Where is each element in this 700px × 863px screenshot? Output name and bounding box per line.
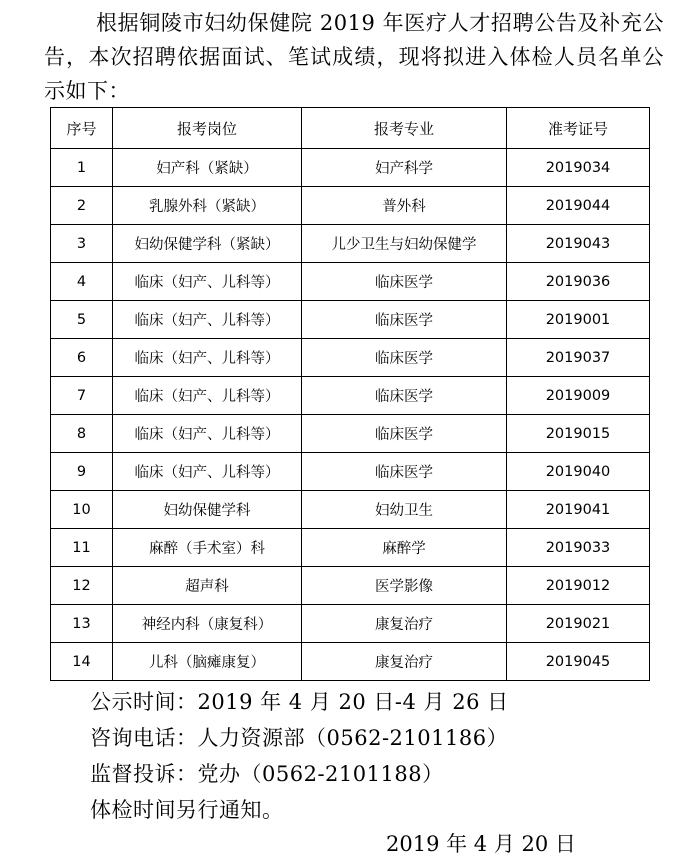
notice-period: 公示时间：2019 年 4 月 20 日-4 月 26 日 [90,690,509,714]
cell-major: 临床医学 [302,377,507,415]
cell-no: 13 [51,605,113,643]
cell-post: 乳腺外科（紧缺） [113,187,302,225]
cell-exam-id: 2019040 [507,453,650,491]
cell-no: 2 [51,187,113,225]
cell-major: 临床医学 [302,301,507,339]
cell-exam-id: 2019037 [507,339,650,377]
publish-date: 2019 年 4 月 20 日 [386,832,576,856]
cell-no: 14 [51,643,113,681]
table-row [51,567,650,605]
cell-post: 妇幼保健学科 [113,491,302,529]
cell-post: 麻醉（手术室）科 [113,529,302,567]
cell-post: 临床（妇产、儿科等） [113,301,302,339]
table-row [51,339,650,377]
candidate-table [50,107,650,681]
cell-exam-id: 2019041 [507,491,650,529]
cell-exam-id: 2019001 [507,301,650,339]
table-row [51,149,650,187]
cell-exam-id: 2019009 [507,377,650,415]
table-header-row [51,108,650,149]
header-exam-id: 准考证号 [507,108,650,149]
cell-major: 康复治疗 [302,643,507,681]
cell-exam-id: 2019034 [507,149,650,187]
header-major: 报考专业 [302,108,507,149]
header-post: 报考岗位 [113,108,302,149]
cell-post: 临床（妇产、儿科等） [113,377,302,415]
cell-major: 普外科 [302,187,507,225]
cell-exam-id: 2019015 [507,415,650,453]
cell-major: 医学影像 [302,567,507,605]
cell-post: 儿科（脑瘫康复） [113,643,302,681]
cell-post: 临床（妇产、儿科等） [113,415,302,453]
cell-no: 9 [51,453,113,491]
table-row [51,605,650,643]
table-row [51,529,650,567]
cell-no: 10 [51,491,113,529]
cell-no: 12 [51,567,113,605]
table-row [51,225,650,263]
cell-no: 7 [51,377,113,415]
table-row [51,377,650,415]
table-row [51,491,650,529]
table-row [51,301,650,339]
table-row [51,415,650,453]
cell-no: 5 [51,301,113,339]
table-row [51,453,650,491]
exam-notice: 体检时间另行通知。 [90,798,284,822]
table-row [51,187,650,225]
cell-post: 妇产科（紧缺） [113,149,302,187]
cell-post: 妇幼保健学科（紧缺） [113,225,302,263]
cell-exam-id: 2019021 [507,605,650,643]
cell-exam-id: 2019043 [507,225,650,263]
cell-no: 4 [51,263,113,301]
cell-post: 神经内科（康复科） [113,605,302,643]
cell-exam-id: 2019036 [507,263,650,301]
cell-no: 8 [51,415,113,453]
cell-post: 临床（妇产、儿科等） [113,263,302,301]
cell-major: 康复治疗 [302,605,507,643]
cell-exam-id: 2019033 [507,529,650,567]
cell-no: 1 [51,149,113,187]
cell-post: 超声科 [113,567,302,605]
cell-no: 6 [51,339,113,377]
cell-major: 临床医学 [302,453,507,491]
consult-phone: 咨询电话：人力资源部（0562-2101186） [90,726,509,750]
cell-major: 临床医学 [302,415,507,453]
header-no: 序号 [51,108,113,149]
cell-exam-id: 2019045 [507,643,650,681]
cell-post: 临床（妇产、儿科等） [113,339,302,377]
cell-no: 11 [51,529,113,567]
notes-block [90,684,509,828]
complaint-phone: 监督投诉：党办（0562-2101188） [90,762,444,786]
intro-paragraph: 根据铜陵市妇幼保健院 2019 年医疗人才招聘公告及补充公告，本次招聘依据面试、笔试成绩，现将拟进入体检人员名单公示如下： [44,11,664,103]
cell-major: 妇幼卫生 [302,491,507,529]
table-row [51,643,650,681]
cell-post: 临床（妇产、儿科等） [113,453,302,491]
cell-major: 临床医学 [302,339,507,377]
cell-major: 麻醉学 [302,529,507,567]
cell-no: 3 [51,225,113,263]
table-row [51,263,650,301]
cell-exam-id: 2019012 [507,567,650,605]
cell-major: 临床医学 [302,263,507,301]
cell-major: 儿少卫生与妇幼保健学 [302,225,507,263]
table-body [51,149,650,681]
cell-major: 妇产科学 [302,149,507,187]
cell-exam-id: 2019044 [507,187,650,225]
